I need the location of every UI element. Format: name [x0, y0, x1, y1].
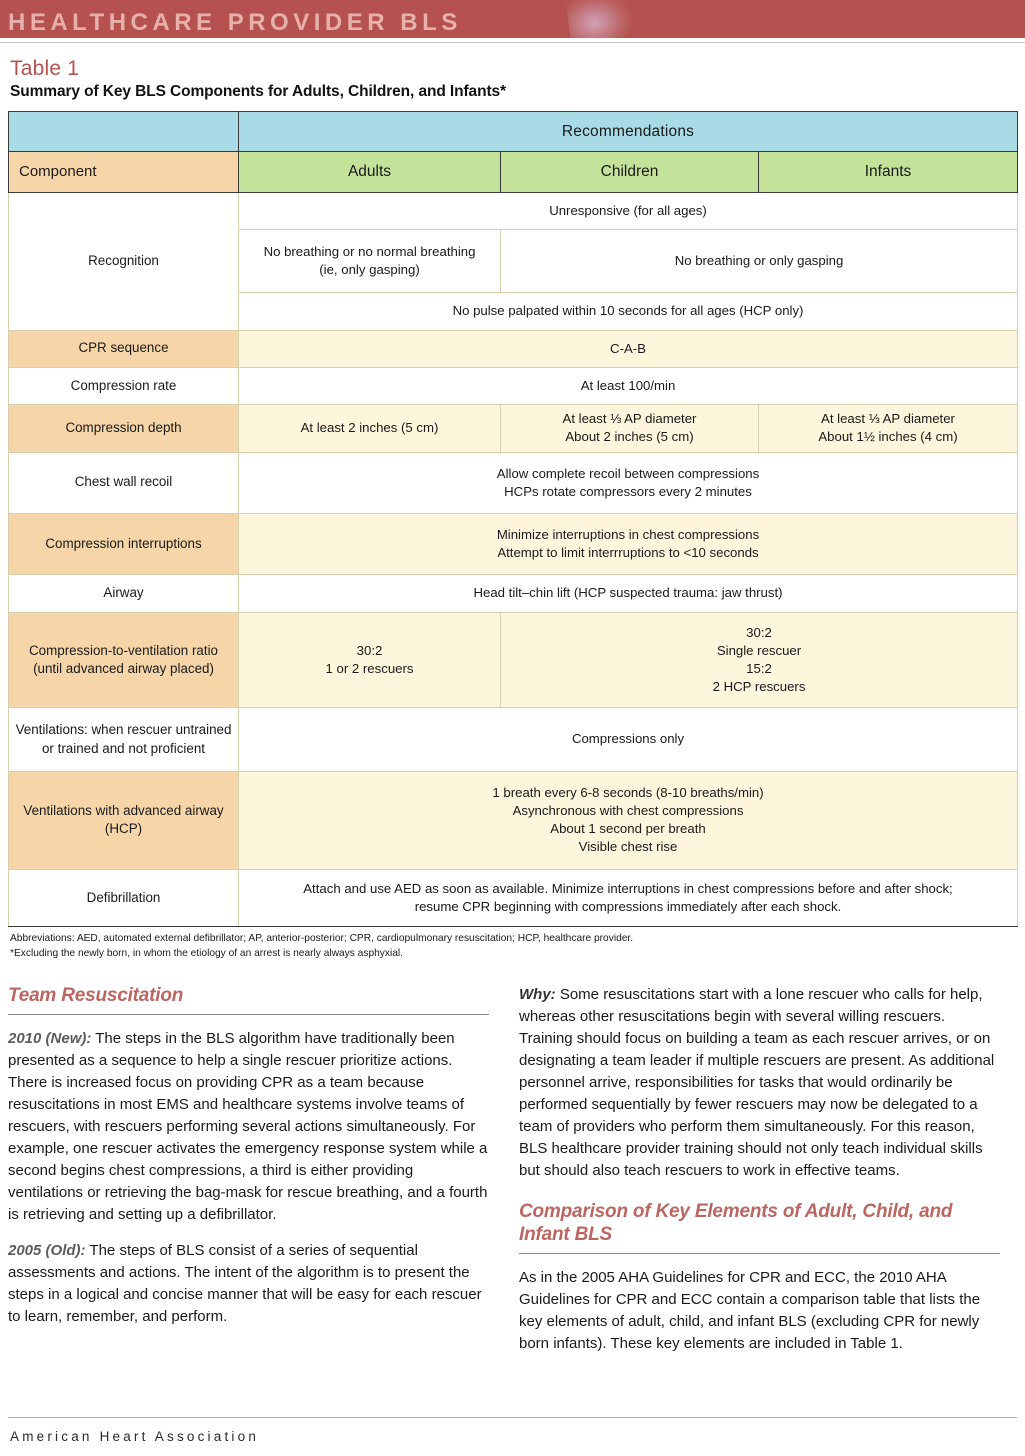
- table-row: [9, 330, 1018, 367]
- cell-defibrillation: [239, 869, 1018, 926]
- cell-compression-depth-children: [501, 405, 759, 452]
- table-header-row-ages: [9, 152, 1018, 192]
- cell-recognition-pulse: No pulse palpated within 10 seconds for all ages (HCP only): [239, 293, 1018, 330]
- cell-text-line: 30:2: [746, 624, 772, 640]
- left-column: [8, 984, 489, 1356]
- cell-text-line: Visible chest rise: [578, 839, 678, 855]
- paragraph-text-2005: The steps of BLS consist of a series of sequential assessments and actions. The intent of the algorithm is to present the steps in a logical and concise manner that will be easy for each rescuer to learn, remember, and perform.: [8, 1242, 482, 1326]
- paragraph-why: [519, 984, 1000, 1182]
- cell-compression-interruptions: [239, 513, 1018, 574]
- cell-text-line: Attach and use AED as soon as available. Minimize interruptions in chest compressions before and after shock;: [303, 880, 953, 896]
- header-children: Children: [501, 152, 759, 192]
- cell-airway: Head tilt–chin lift (HCP suspected trauma: jaw thrust): [239, 575, 1018, 612]
- cell-text-line: Attempt to limit interrruptions to <10 seconds: [497, 545, 759, 561]
- table-row: [9, 367, 1018, 404]
- section-heading-team-resuscitation: Team Resuscitation: [8, 984, 184, 1006]
- row-label-ventilations-advanced-airway: Ventilations with advanced airway (HCP): [9, 771, 239, 869]
- cell-ventilations-advanced-airway: [239, 771, 1018, 869]
- table-row: [9, 708, 1018, 771]
- row-label-recognition: Recognition: [9, 192, 239, 330]
- cell-recognition-adults-breathing: No breathing or no normal breathing (ie, only gasping): [239, 229, 501, 292]
- row-label-cpr-sequence: CPR sequence: [9, 330, 239, 367]
- banner-title: HEALTHCARE PROVIDER BLS: [8, 9, 462, 36]
- table-row: [9, 405, 1018, 452]
- decorative-smudge-icon: [565, 0, 635, 38]
- footnote-asterisk: *Excluding the newly born, in whom the etiology of an arrest is nearly always asphyxial.: [10, 947, 403, 959]
- row-label-compression-depth: Compression depth: [9, 405, 239, 452]
- row-label-defibrillation: Defibrillation: [9, 869, 239, 926]
- table-header-row-recommendations: [9, 112, 1018, 152]
- footnote-abbreviations: Abbreviations: AED, automated external defibrillator; AP, anterior-posterior; CPR, cardiopulmonary resuscitation; HCP, healthcare provider.: [10, 933, 634, 944]
- cell-text-line: About 1½ inches (4 cm): [818, 429, 958, 445]
- section-rule: [519, 1253, 1000, 1254]
- table-row: [9, 452, 1018, 513]
- row-label-airway: Airway: [9, 575, 239, 612]
- paragraph-2005-old: [8, 1240, 489, 1328]
- cell-text-line: 1 breath every 6-8 seconds (8-10 breaths/min): [492, 784, 764, 800]
- paragraph-comparison: As in the 2005 AHA Guidelines for CPR and ECC, the 2010 AHA Guidelines for CPR and ECC contain a comparison table that lists the key elements of adult, child, and infant BLS (excluding CPR for newly born infants). These key elements are included in Table 1.: [519, 1269, 981, 1353]
- table-row: [9, 612, 1018, 708]
- header-component: Component: [9, 152, 239, 192]
- header-corner-blank: [9, 112, 239, 152]
- right-column: [519, 984, 1000, 1356]
- cell-ventilations-untrained: Compressions only: [239, 708, 1018, 771]
- table-row: [9, 575, 1018, 612]
- row-label-compression-interruptions: Compression interruptions: [9, 513, 239, 574]
- table-row: [9, 513, 1018, 574]
- cell-text-line: Allow complete recoil between compressions: [496, 465, 760, 481]
- cell-text-line: HCPs rotate compressors every 2 minutes: [504, 483, 752, 499]
- page-footer: [0, 1417, 1025, 1456]
- paragraph-lead-why: Why:: [519, 985, 556, 1003]
- cell-text-line: About 1 second per breath: [550, 821, 706, 837]
- cell-text-line: Asynchronous with chest compressions: [512, 802, 744, 818]
- header-adults: Adults: [239, 152, 501, 192]
- cell-chest-wall-recoil: [239, 452, 1018, 513]
- cell-recognition-children-infants-breathing: No breathing or only gasping: [501, 229, 1018, 292]
- table-number: Table 1: [10, 57, 80, 80]
- table-row: [9, 192, 1018, 229]
- row-label-compression-rate: Compression rate: [9, 367, 239, 404]
- cell-text-line: Minimize interruptions in chest compressions: [496, 526, 760, 542]
- footer-organization: American Heart Association: [10, 1429, 260, 1444]
- cell-text-line: 15:2: [746, 661, 772, 677]
- row-label-chest-wall-recoil: Chest wall recoil: [9, 452, 239, 513]
- table-row: [9, 869, 1018, 926]
- cell-text-line: 30:2: [356, 642, 383, 658]
- cell-compression-rate: At least 100/min: [239, 367, 1018, 404]
- cell-text-line: 2 HCP rescuers: [712, 679, 806, 695]
- header-recommendations: Recommendations: [239, 112, 1018, 152]
- cell-ratio-adults: [239, 612, 501, 708]
- cell-ratio-children-infants: [501, 612, 1018, 708]
- bls-summary-table: [8, 111, 1018, 927]
- section-heading-comparison: Comparison of Key Elements of Adult, Child, and Infant BLS: [519, 1200, 953, 1246]
- paragraph-text-2010: The steps in the BLS algorithm have traditionally been presented as a sequence to help a single rescuer prioritize actions. There is increased focus on providing CPR as a team because resuscitations in most EMS and healthcare systems involve teams of rescuers, with rescuers performing several actions simultaneously. For example, one rescuer activates the emergency response system while a second begins chest compressions, a third is either providing ventilations or retrieving the bag-mask for rescue breathing, and a fourth is retrieving and setting up a defibrillator.: [8, 1029, 488, 1224]
- cell-compression-depth-adults: At least 2 inches (5 cm): [239, 405, 501, 452]
- paragraph-lead-2010: 2010 (New):: [8, 1029, 92, 1047]
- table-row: [9, 771, 1018, 869]
- paragraph-text-why: Some resuscitations start with a lone rescuer who calls for help, whereas other resuscitations begin with several willing rescuers. Training should focus on building a team as each rescuer arrives, or on designating a team leader if multiple rescuers are present. As additional personnel arrive, responsibilities for tasks that would ordinarily be performed sequentially by fewer rescuers may now be delegated to a team of providers who perform them simultaneously. For this reason, BLS healthcare provider training should not only teach individual skills but should also teach rescuers to work in effective teams.: [519, 985, 995, 1179]
- cell-text-line: About 2 inches (5 cm): [565, 429, 694, 445]
- paragraph-lead-2005: 2005 (Old):: [8, 1242, 86, 1260]
- row-label-compression-to-ventilation-ratio: Compression-to-ventilation ratio (until advanced airway placed): [9, 612, 239, 708]
- cell-text-line: 1 or 2 rescuers: [325, 661, 414, 677]
- row-label-ventilations-untrained: Ventilations: when rescuer untrained or trained and not proficient: [9, 708, 239, 771]
- article-columns: [8, 984, 1017, 1356]
- cell-text-line: Single rescuer: [716, 642, 802, 658]
- cell-cpr-sequence: C-A-B: [239, 330, 1018, 367]
- cell-compression-depth-infants: [759, 405, 1018, 452]
- cell-text-line: At least ⅓ AP diameter: [821, 411, 955, 427]
- table-title: Summary of Key BLS Components for Adults, Children, and Infants*: [10, 83, 506, 100]
- cell-recognition-unresponsive: Unresponsive (for all ages): [239, 192, 1018, 229]
- banner-rule: [0, 38, 1025, 43]
- header-infants: Infants: [759, 152, 1018, 192]
- cell-text-line: resume CPR beginning with compressions immediately after each shock.: [414, 898, 842, 914]
- section-rule: [8, 1014, 489, 1015]
- paragraph-2010-new: [8, 1028, 489, 1226]
- cell-text-line: At least ⅓ AP diameter: [562, 411, 697, 427]
- page-banner: [0, 0, 1025, 38]
- page-content: [0, 57, 1025, 1356]
- table-footnotes: [10, 932, 1017, 962]
